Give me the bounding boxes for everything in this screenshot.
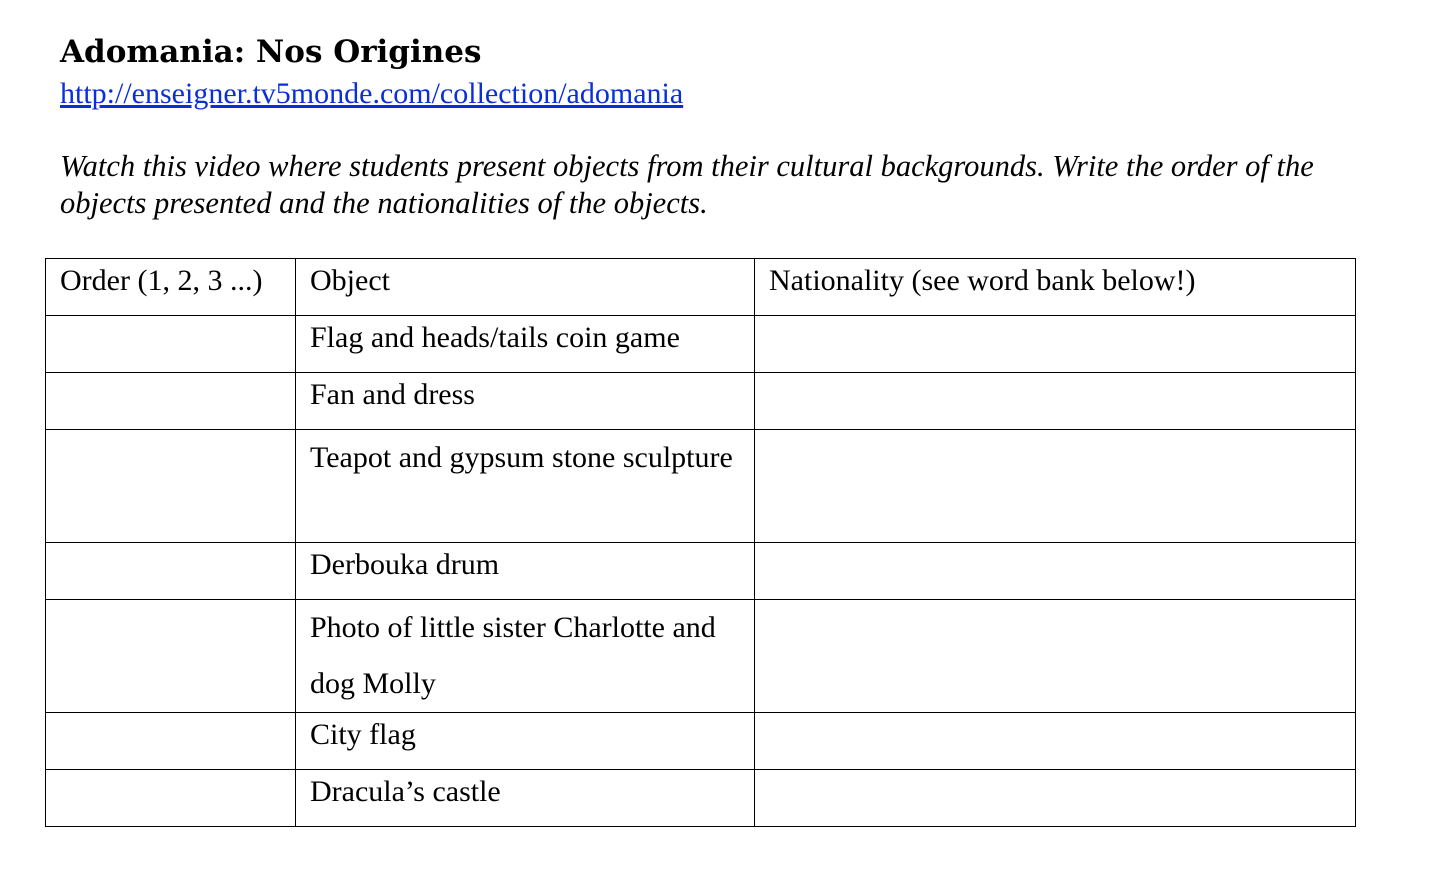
object-cell: Photo of little sister Charlotte and dog Molly [296, 600, 755, 713]
object-cell: Teapot and gypsum stone sculpture [296, 430, 755, 543]
table-row [46, 543, 1356, 600]
collection-link[interactable]: http://enseigner.tv5monde.com/collection/adomania [60, 77, 684, 110]
order-cell[interactable] [46, 373, 296, 430]
nationality-cell[interactable] [755, 430, 1356, 543]
instructions-text: Watch this video where students present objects from their cultural backgrounds. Write the order of the objects presented and the nationalities of the objects. [60, 149, 1314, 220]
order-nationality-table [45, 258, 1356, 827]
header-object: Object [296, 259, 755, 316]
table-row [46, 713, 1356, 770]
order-cell[interactable] [46, 600, 296, 713]
table-row [46, 373, 1356, 430]
nationality-cell[interactable] [755, 600, 1356, 713]
nationality-cell[interactable] [755, 770, 1356, 827]
object-cell: Fan and dress [296, 373, 755, 430]
nationality-cell[interactable] [755, 373, 1356, 430]
table-row [46, 430, 1356, 543]
header-order: Order (1, 2, 3 ...) [46, 259, 296, 316]
table-header-row [46, 259, 1356, 316]
object-cell: Dracula’s castle [296, 770, 755, 827]
page-title: Adomania: Nos Origines [60, 34, 482, 70]
nationality-cell[interactable] [755, 316, 1356, 373]
table-row [46, 770, 1356, 827]
table-row [46, 600, 1356, 713]
object-cell: Flag and heads/tails coin game [296, 316, 755, 373]
order-cell[interactable] [46, 713, 296, 770]
order-cell[interactable] [46, 770, 296, 827]
order-cell[interactable] [46, 543, 296, 600]
order-cell[interactable] [46, 316, 296, 373]
nationality-cell[interactable] [755, 713, 1356, 770]
object-cell: Derbouka drum [296, 543, 755, 600]
order-cell[interactable] [46, 430, 296, 543]
object-cell: City flag [296, 713, 755, 770]
nationality-cell[interactable] [755, 543, 1356, 600]
table-row [46, 316, 1356, 373]
header-nationality: Nationality (see word bank below!) [755, 259, 1356, 316]
